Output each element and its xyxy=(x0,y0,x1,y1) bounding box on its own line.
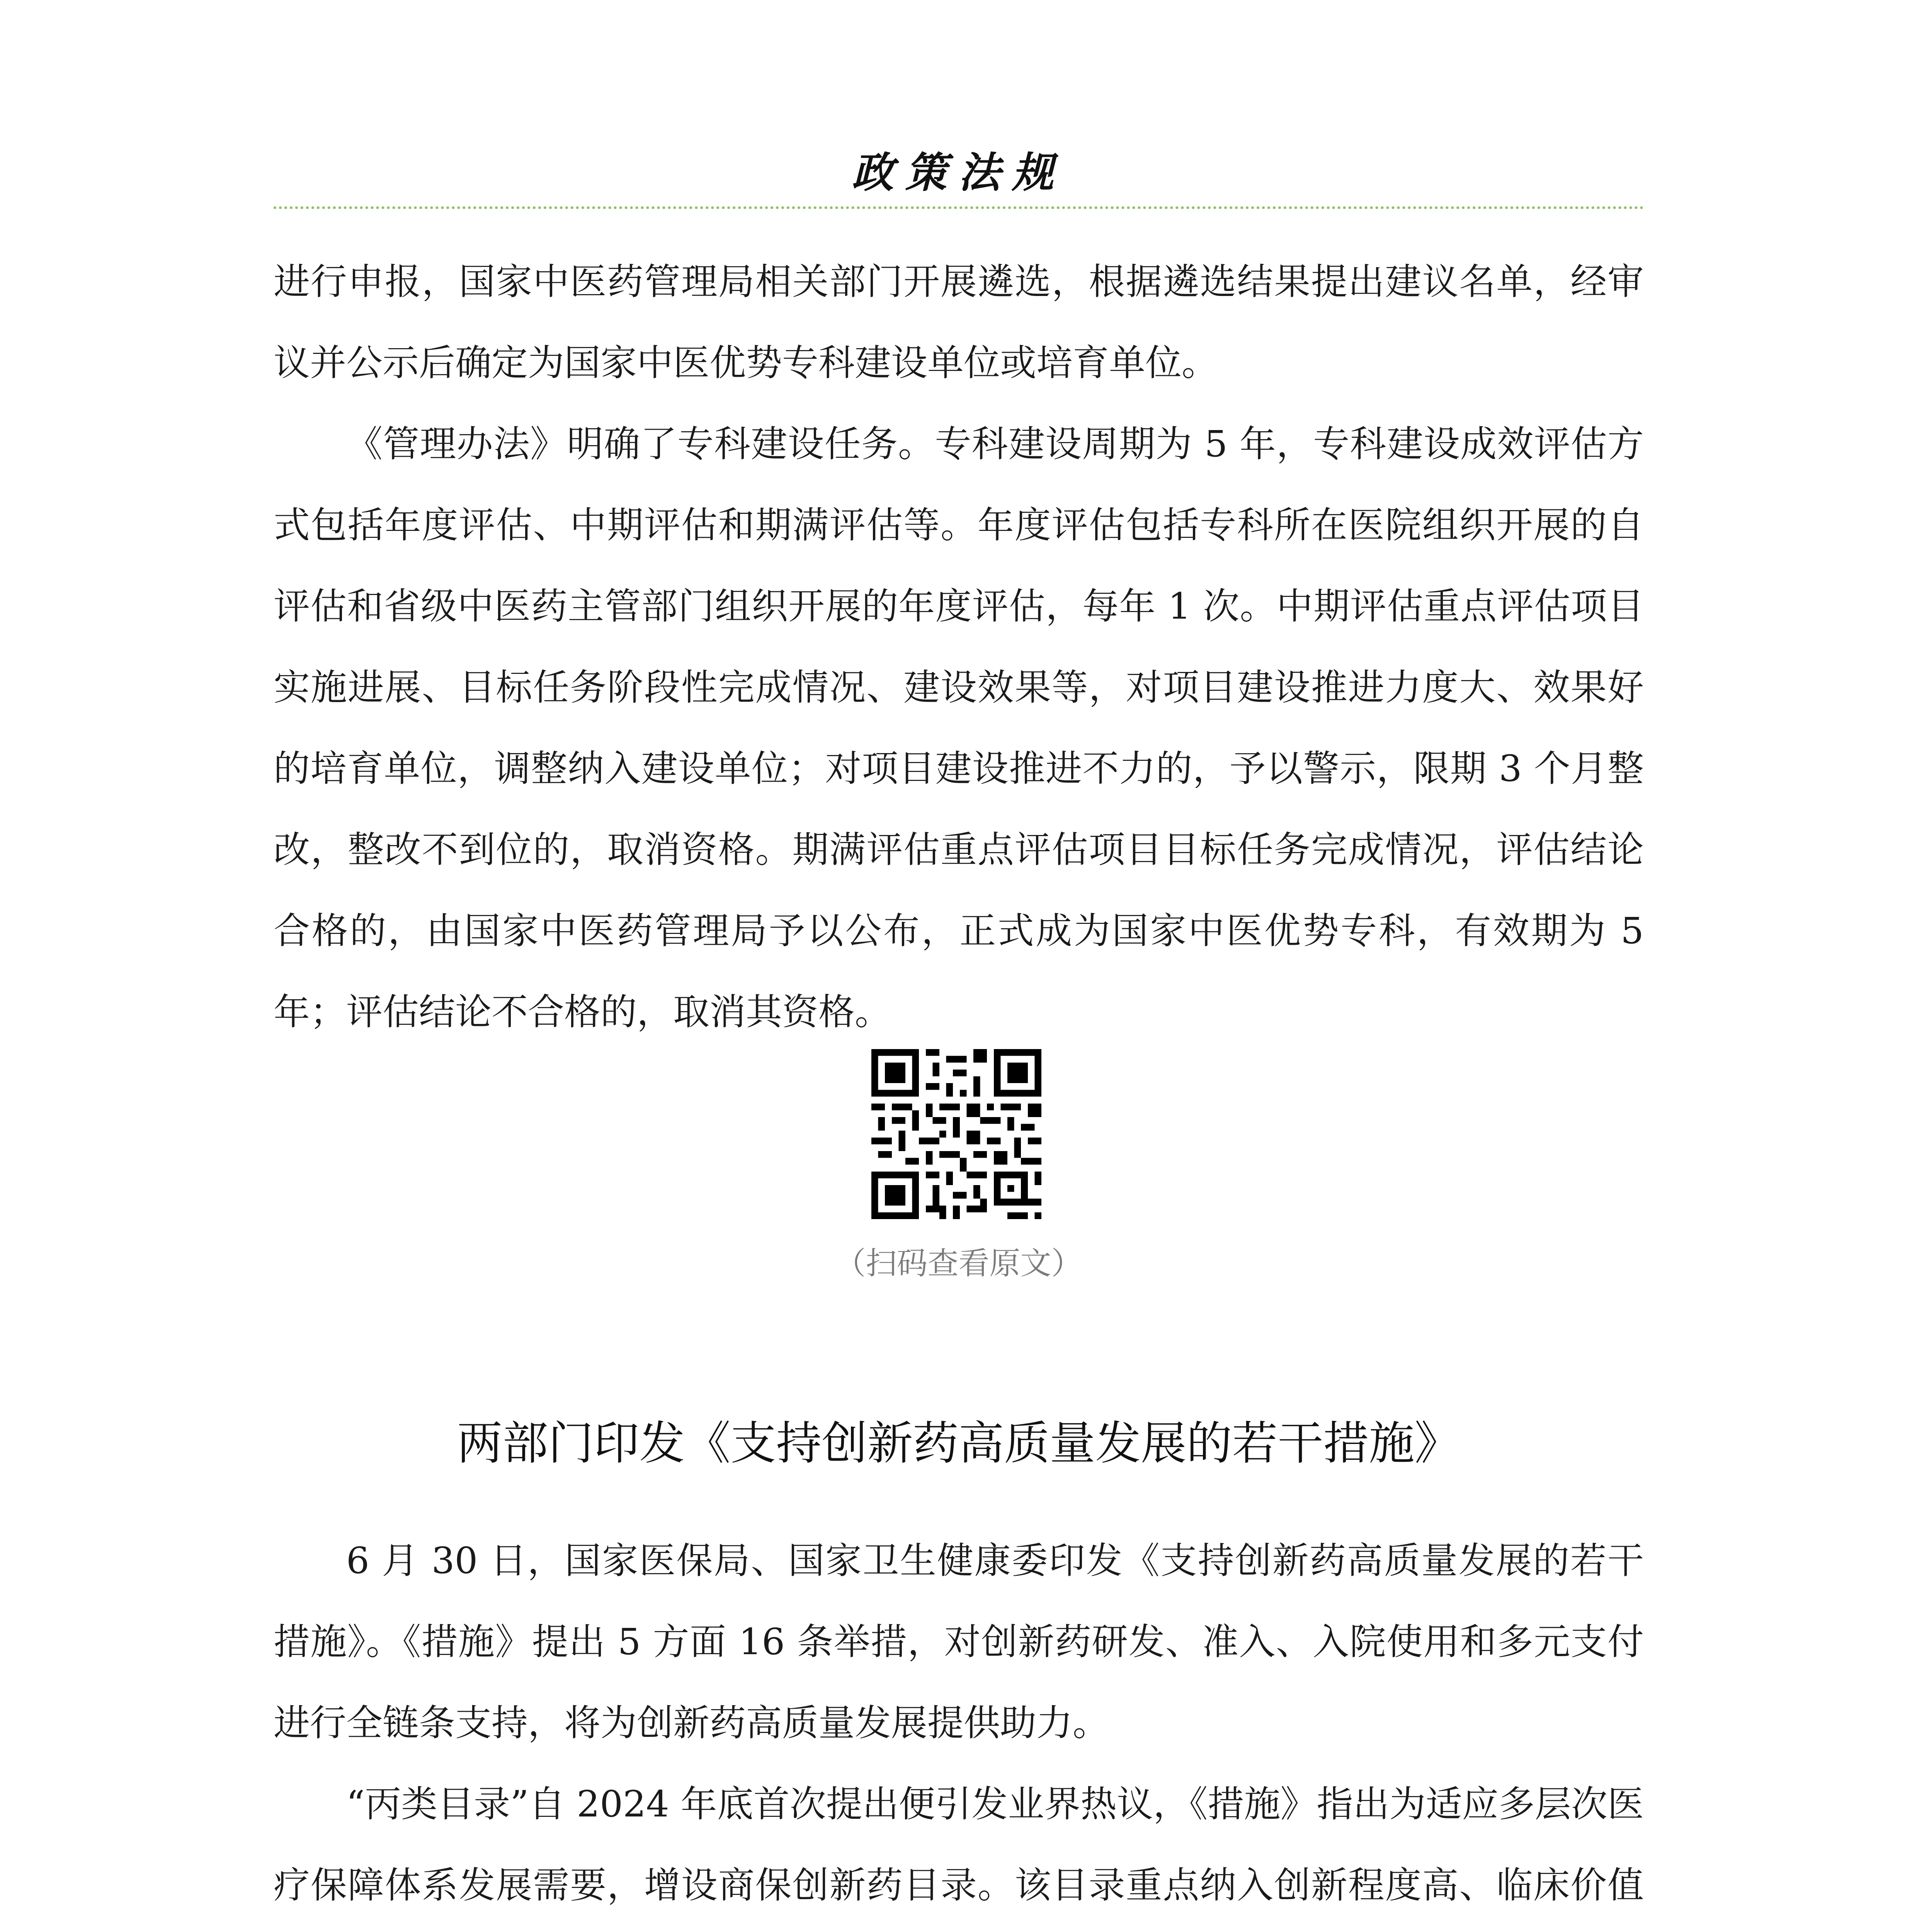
header-divider xyxy=(274,206,1644,209)
qr-code-image xyxy=(871,1049,1041,1219)
paragraph-intro: 6 月 30 日，国家医保局、国家卫生健康委印发《支持创新药高质量发展的若干措施》。《措施》提出 5 方面 16 条举措，对创新药研发、准入、入院使用和多元支付进行全链条支持，将为创新药高质量发展提供助力。 xyxy=(274,1540,1644,1744)
paragraph-catalog: “丙类目录”自 2024 年底首次提出便引发业界热议，《措施》指出为适应多层次医疗保障体系发展需要，增设商保创新药目录。该目录重点纳入创新程度高、临床价值 xyxy=(274,1783,1644,1906)
paragraph-continuation: 进行申报，国家中医药管理局相关部门开展遴选，根据遴选结果提出建议名单，经审议并公示后确定为国家中医优势专科建设单位或培育单位。 xyxy=(274,261,1644,384)
paragraph-management-measures: 《管理办法》明确了专科建设任务。专科建设周期为 5 年，专科建设成效评估方式包括年度评估、中期评估和期满评估等。年度评估包括专科所在医院组织开展的自评估和省级中医药主管部门组织开展的年度评估，每年 1 次。中期评估重点评估项目实施进展、目标任务阶段性完成情况、建设效果等，对项目建设推进力度大、效果好的培育单位，调整纳入建设单位；对项目建设推进不力的，予以警示，限期 3 个月整改，整改不到位的，取消资格。期满评估重点评估项目目标任务完成情况，评估结论合格的，由国家中医药管理局予以公布，正式成为国家中医优势专科，有效期为 5 年；评估结论不合格的，取消其资格。 xyxy=(274,423,1644,1033)
section-header-title: 政策法规 xyxy=(852,148,1065,197)
article-title: 两部门印发《支持创新药高质量发展的若干措施》 xyxy=(457,1417,1460,1470)
qr-caption: （扫码查看原文） xyxy=(835,1245,1082,1281)
